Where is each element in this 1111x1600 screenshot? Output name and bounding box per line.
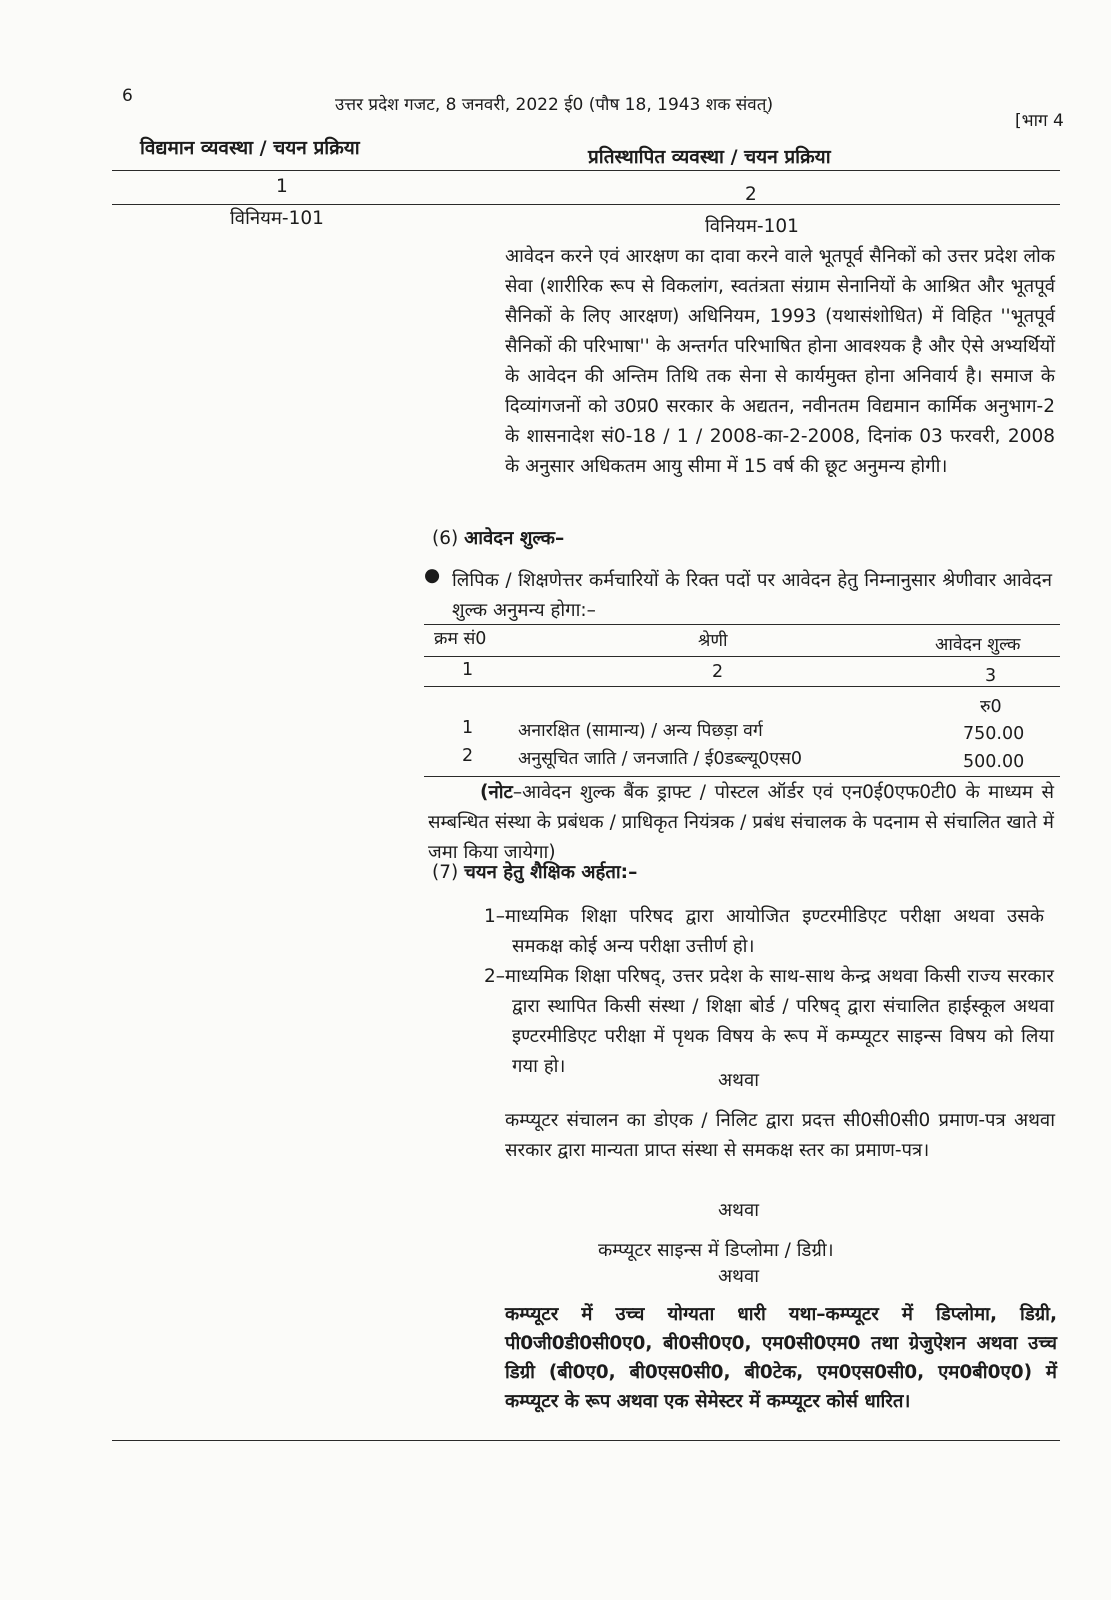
note-label: (नोट <box>480 782 513 803</box>
fee-table-bottom-rule <box>424 776 1060 777</box>
part-label: [भाग 4 <box>1015 111 1064 131</box>
ex-servicemen-paragraph: आवेदन करने एवं आरक्षण का दावा करने वाले भूतपूर्व सैनिकों को उत्तर प्रदेश लोक सेवा (शारीरिक रूप से विकलांग, स्वतंत्रता संग्राम सेनानियों के आश्रित और भूतपूर्व सैनिकों के लिए आरक्षण) अधिनियम, 1993 (यथासंशोधित) में विहित ''भूतपूर्व सैनिकों की परिभाषा'' के अन्तर्गत परिभाषित होना आवश्यक है और ऐसे अभ्यर्थियों के आवेदन की अन्तिम तिथि तक सेना से कार्यमुक्त होना अनिवार्य है। समाज के दिव्यांगजनों को उ0प्र0 सरकार के अद्यतन, नवीनतम विद्यमान कार्मिक अनुभाग-2 के शासनादेश सं0-18 / 1 / 2008-का-2-2008, दिनांक 03 फरवरी, 2008 के अनुसार अधिकतम आयु सीमा में 15 वर्ष की छूट अनुमन्य होगी। <box>505 246 1055 477</box>
right-column-title: प्रतिस्थापित व्यवस्था / चयन प्रक्रिया <box>588 146 831 168</box>
section-6-number: (6) <box>432 528 459 549</box>
fee-note <box>428 778 1054 868</box>
ccc-certificate-text: कम्प्यूटर संचालन का डोएक / निलिट द्वारा प्रदत्त सी0सी0सी0 प्रमाण-पत्र अथवा सरकार द्वारा मान्यता प्राप्त संस्था से समकक्ष स्तर का प्रमाण-पत्र। <box>505 1110 1055 1161</box>
qualification-2 <box>484 962 1054 1082</box>
or-divider-1: अथवा <box>718 1070 760 1091</box>
qualification-1-text: 1–माध्यमिक शिक्षा परिषद द्वारा आयोजित इण्टरमीडिएट परीक्षा अथवा उसके समकक्ष कोई अन्य परीक्षा उत्तीर्ण हो। <box>484 906 1044 957</box>
qualification-1 <box>484 902 1044 962</box>
fee-header-category: श्रेणी <box>698 631 728 651</box>
section-7-number: (7) <box>432 862 459 883</box>
or-divider-2: अथवा <box>718 1200 760 1221</box>
right-regulation: विनियम-101 <box>705 216 799 237</box>
left-column-number: 1 <box>276 176 288 197</box>
fee-row-2-amount: 500.00 <box>963 752 1025 772</box>
bullet-icon: ● <box>424 565 441 586</box>
left-column-title: विद्यमान व्यवस्था / चयन प्रक्रिया <box>140 137 360 159</box>
fee-row-1-sn: 1 <box>462 718 474 738</box>
fee-currency: रु0 <box>980 697 1002 717</box>
or-divider-3: अथवा <box>718 1266 760 1287</box>
fee-row-1-category: अनारक्षित (सामान्य) / अन्य पिछड़ा वर्ग <box>518 721 763 741</box>
diploma-degree-text: कम्प्यूटर साइन्स में डिप्लोमा / डिग्री। <box>598 1240 834 1261</box>
right-column-number: 2 <box>745 184 757 205</box>
note-text: –आवेदन शुल्क बैंक ड्राफ्ट / पोस्टल ऑर्डर एवं एन0ई0एफ0टी0 के माध्यम से सम्बन्धित संस्था के प्रबंधक / प्राधिकृत नियंत्रक / प्रबंध संचालक के पदनाम से संचालित खाते में जमा किया जायेगा) <box>428 782 1054 863</box>
higher-qualification-text: कम्प्यूटर में उच्च योग्यता धारी यथा–कम्प्यूटर में डिप्लोमा, डिग्री, पी0जी0डी0सी0ए0, बी0सी0ए0, एम0सी0एम0 तथा ग्रेजुऐशन अथवा उच्च डिग्री (बी0ए0, बी0एस0सी0, बी0टेक, एम0एस0सी0, एम0बी0ए0) में कम्प्यूटर के रूप अथवा एक सेमेस्टर में कम्प्यूटर कोर्स धारित। <box>505 1304 1057 1412</box>
fee-colnum-3: 3 <box>985 666 997 686</box>
fee-colnum-2: 2 <box>712 662 724 682</box>
gazette-header: उत्तर प्रदेश गजट, 8 जनवरी, 2022 ई0 (पौष 18, 1943 शक संवत्) <box>335 95 774 115</box>
fee-colnum-rule <box>424 686 1060 687</box>
fee-table-top-rule <box>424 624 1060 625</box>
fee-row-2-sn: 2 <box>462 746 474 766</box>
fee-row-1-amount: 750.00 <box>963 724 1025 744</box>
qualification-2-text: 2–माध्यमिक शिक्षा परिषद्, उत्तर प्रदेश के साथ-साथ केन्द्र अथवा किसी राज्य सरकार द्वारा स्थापित किसी संस्था / शिक्षा बोर्ड / परिषद् द्वारा संचालित हाईस्कूल अथवा इण्टरमीडिएट परीक्षा में पृथक विषय के रूप में कम्प्यूटर साइन्स विषय को लिया गया हो। <box>484 966 1054 1077</box>
page-number: 6 <box>122 86 133 106</box>
fee-header-fee: आवेदन शुल्क <box>935 635 1021 655</box>
section-7-heading <box>432 858 637 888</box>
left-regulation: विनियम-101 <box>230 208 324 229</box>
fee-intro-text: लिपिक / शिक्षणेत्तर कर्मचारियों के रिक्त पदों पर आवेदन हेतु निम्नानुसार श्रेणीवार आवेदन शुल्क अनुमन्य होगा:– <box>452 570 1052 621</box>
fee-colnum-1: 1 <box>462 660 474 680</box>
section-6-title: आवेदन शुल्क– <box>464 528 565 549</box>
section-7-title: चयन हेतु शैक्षिक अर्हता:– <box>464 862 638 883</box>
heading-rule <box>112 170 1060 171</box>
fee-row-2-category: अनुसूचित जाति / जनजाति / ई0डब्ल्यू0एस0 <box>518 749 802 769</box>
fee-header-rule <box>424 656 1060 657</box>
section-6-heading <box>432 524 564 554</box>
fee-header-sn: क्रम सं0 <box>434 629 487 649</box>
page-bottom-rule <box>112 1440 1060 1441</box>
